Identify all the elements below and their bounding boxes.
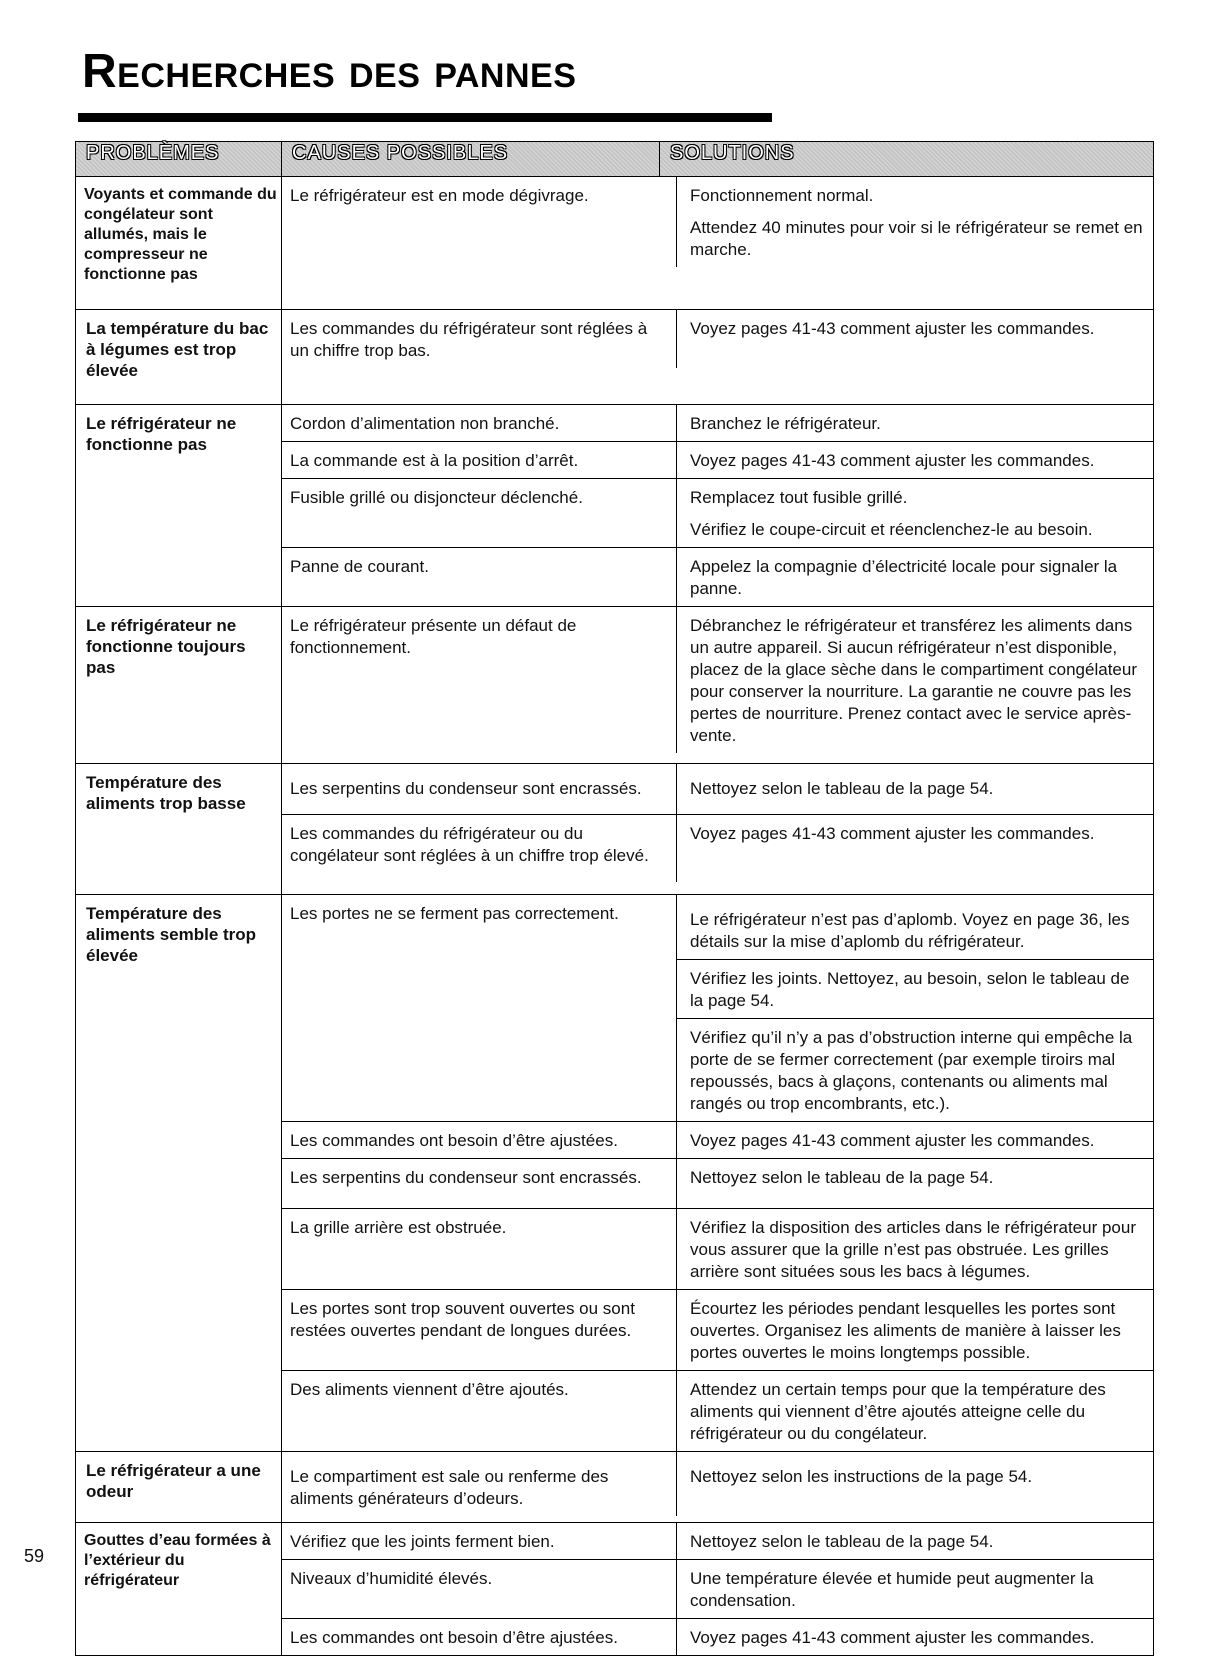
solution-text: Voyez pages 41-43 comment ajuster les commandes. <box>690 823 1095 843</box>
solution-text: Nettoyez selon le tableau de la page 54. <box>690 1168 994 1187</box>
solution-block <box>677 310 1153 346</box>
cause-cell: Le compartiment est sale ou renferme des aliments générateurs d’odeurs. <box>282 1452 677 1516</box>
solution-text: Voyez pages 41-43 comment ajuster les commandes. <box>690 1131 1095 1150</box>
cause-solution-group <box>282 1452 1154 1523</box>
solution-cell <box>677 764 1154 814</box>
table-header-row <box>76 142 1154 177</box>
header-problems: PROBLÈMES <box>76 142 282 177</box>
cause-row <box>282 548 1153 607</box>
cause-list <box>282 310 1153 368</box>
problem-cell: Température des aliments semble trop élevée <box>76 895 282 1452</box>
solution-cell <box>677 1523 1154 1560</box>
problem-cell: Le réfrigérateur a une odeur <box>76 1452 282 1523</box>
cause-solution-group <box>282 607 1154 764</box>
solution-block <box>677 1619 1153 1655</box>
solution-block <box>677 1122 1153 1158</box>
solution-block <box>677 1523 1153 1559</box>
problem-cell: Le réfrigérateur ne fonctionne toujours pas <box>76 607 282 764</box>
solution-block <box>677 1159 1153 1195</box>
solution-text: Fonctionnement normal. <box>690 186 874 205</box>
cause-cell: Les commandes ont besoin d’être ajustées. <box>282 1122 677 1159</box>
header-solutions: SOLUTIONS <box>660 142 1154 177</box>
solution-text: Remplacez tout fusible grillé. <box>690 488 908 507</box>
cause-solution-group <box>282 177 1154 310</box>
solution-list <box>677 895 1153 1121</box>
cause-row <box>282 479 1153 548</box>
cause-cell: Cordon d’alimentation non branché. <box>282 405 677 442</box>
solution-block <box>677 548 1153 606</box>
solution-text: Vérifiez qu’il n’y a pas d’obstruction interne qui empêche la porte de se fermer correctement (par exemple tiroirs mal repoussés, bacs à glaçons, contenants ou aliments mal rangés ou trop encombrants, etc.). <box>677 1019 1153 1122</box>
cause-cell: Fusible grillé ou disjoncteur déclenché. <box>282 479 677 548</box>
title-rule <box>78 113 772 122</box>
solution-cell <box>677 479 1154 548</box>
solution-cell <box>677 1122 1154 1159</box>
cause-cell: Le réfrigérateur présente un défaut de fonctionnement. <box>282 607 677 753</box>
solution-row <box>677 960 1153 1019</box>
cause-row <box>282 310 1153 368</box>
solution-cell <box>677 548 1154 607</box>
cause-cell: Les serpentins du condenseur sont encrassés. <box>282 764 677 814</box>
cause-list <box>282 1523 1153 1655</box>
solution-cell <box>677 1560 1154 1619</box>
cause-row <box>282 895 1153 1122</box>
solution-cell <box>677 442 1154 479</box>
solution-text: Écourtez les périodes pendant lesquelles les portes sont ouvertes. Organisez les aliments de manière à laisser les portes ouvertes le moins longtemps possible. <box>690 1299 1121 1362</box>
table-row <box>76 764 1154 895</box>
solution-block <box>677 1560 1153 1618</box>
cause-list <box>282 1452 1153 1516</box>
solution-text: Attendez un certain temps pour que la température des aliments qui viennent d’être ajoutés atteigne celle du réfrigérateur ou du congélateur. <box>690 1380 1106 1443</box>
cause-row <box>282 1452 1153 1516</box>
solution-cell <box>677 310 1154 368</box>
solution-block <box>677 479 1153 547</box>
cause-solution-group <box>282 895 1154 1452</box>
solution-block <box>677 177 1153 267</box>
cause-cell: Les commandes du réfrigérateur sont réglées à un chiffre trop bas. <box>282 310 677 368</box>
cause-row <box>282 1523 1153 1560</box>
solution-block <box>677 1209 1153 1289</box>
cause-cell: Le réfrigérateur est en mode dégivrage. <box>282 177 677 267</box>
cause-row <box>282 814 1153 882</box>
solution-text: Vérifiez les joints. Nettoyez, au besoin, selon le tableau de la page 54. <box>677 960 1153 1019</box>
solution-cell <box>677 1452 1154 1516</box>
solution-block <box>677 815 1153 851</box>
solution-block <box>677 607 1153 753</box>
table-row <box>76 1523 1154 1656</box>
table-row <box>76 177 1154 310</box>
cause-row <box>282 607 1153 753</box>
table-row <box>76 405 1154 607</box>
cause-cell: Les serpentins du condenseur sont encrassés. <box>282 1159 677 1209</box>
cause-list <box>282 607 1153 753</box>
solution-block <box>677 442 1153 478</box>
cause-row <box>282 1560 1153 1619</box>
solution-text: Vérifiez la disposition des articles dans le réfrigérateur pour vous assurer que la grille n’est pas obstruée. Les grilles arrière sont situées sous les bacs à légumes. <box>690 1218 1137 1281</box>
cause-list <box>282 764 1153 882</box>
solution-cell <box>677 814 1154 882</box>
cause-cell: Des aliments viennent d’être ajoutés. <box>282 1371 677 1452</box>
solution-cell <box>677 1619 1154 1656</box>
solution-cell <box>677 405 1154 442</box>
problem-cell: Le réfrigérateur ne fonctionne pas <box>76 405 282 607</box>
solution-cell <box>677 1209 1154 1290</box>
page-title: Recherches des pannes <box>82 45 577 98</box>
cause-row <box>282 1159 1153 1209</box>
cause-row <box>282 177 1153 267</box>
cause-cell: Niveaux d’humidité élevés. <box>282 1560 677 1619</box>
cause-row <box>282 442 1153 479</box>
solution-cell <box>677 1290 1154 1371</box>
cause-cell: Panne de courant. <box>282 548 677 607</box>
solution-text: Nettoyez selon le tableau de la page 54. <box>690 779 994 798</box>
solution-text: Nettoyez selon le tableau de la page 54. <box>690 1532 994 1551</box>
solution-text: Une température élevée et humide peut augmenter la condensation. <box>690 1569 1094 1610</box>
cause-solution-group <box>282 1523 1154 1656</box>
cause-row <box>282 405 1153 442</box>
header-causes: CAUSES POSSIBLES <box>282 142 660 177</box>
solution-block <box>677 1371 1153 1451</box>
solution-text: Voyez pages 41-43 comment ajuster les commandes. <box>690 451 1095 470</box>
solution-block <box>677 1290 1153 1370</box>
cause-solution-group <box>282 764 1154 895</box>
cause-solution-group <box>282 310 1154 405</box>
solution-cell <box>677 895 1154 1122</box>
solution-text: Branchez le réfrigérateur. <box>690 414 881 433</box>
table-row <box>76 310 1154 405</box>
solution-text: Voyez pages 41-43 comment ajuster les commandes. <box>690 1628 1095 1647</box>
cause-cell: La grille arrière est obstruée. <box>282 1209 677 1290</box>
solution-row <box>677 895 1153 960</box>
problem-cell: La température du bac à légumes est trop élevée <box>76 310 282 405</box>
solution-text: Voyez pages 41-43 comment ajuster les commandes. <box>690 319 1095 338</box>
cause-row <box>282 1619 1153 1656</box>
solution-text: Débranchez le réfrigérateur et transférez les aliments dans un autre appareil. Si aucun réfrigérateur n’est disponible, placez de la glace sèche dans le compartiment congélateur pour conserver la nourriture. La garantie ne couvre pas les pertes de nourriture. Prenez contact avec le service après-vente. <box>690 616 1137 745</box>
solution-cell <box>677 607 1154 753</box>
page-number: 59 <box>24 1546 45 1566</box>
table-body <box>76 177 1154 1656</box>
solution-cell <box>677 177 1154 267</box>
solution-cell <box>677 1159 1154 1209</box>
solution-row <box>677 1019 1153 1122</box>
cause-solution-group <box>282 405 1154 607</box>
solution-block <box>677 405 1153 441</box>
solution-block <box>677 1452 1153 1494</box>
problem-cell: Gouttes d’eau formées à l’extérieur du réfrigérateur <box>76 1523 282 1656</box>
cause-cell: Les commandes ont besoin d’être ajustées. <box>282 1619 677 1656</box>
cause-cell: La commande est à la position d’arrêt. <box>282 442 677 479</box>
cause-cell: Les portes sont trop souvent ouvertes ou sont restées ouvertes pendant de longues durées. <box>282 1290 677 1371</box>
solution-text: Nettoyez selon les instructions de la page 54. <box>690 1467 1033 1486</box>
cause-row <box>282 1122 1153 1159</box>
solution-block <box>677 764 1153 806</box>
cause-row <box>282 764 1153 814</box>
cause-row <box>282 1371 1153 1452</box>
cause-cell: Vérifiez que les joints ferment bien. <box>282 1523 677 1560</box>
cause-list <box>282 405 1153 606</box>
cause-row <box>282 1290 1153 1371</box>
solution-cell <box>677 1371 1154 1452</box>
solution-text: Appelez la compagnie d’électricité locale pour signaler la panne. <box>690 557 1118 598</box>
solution-text: Le réfrigérateur n’est pas d’aplomb. Voyez en page 36, les détails sur la mise d’aplomb du réfrigérateur. <box>690 910 1130 951</box>
cause-cell: Les portes ne se ferment pas correctement. <box>282 895 677 1122</box>
table-row <box>76 1452 1154 1523</box>
cause-list <box>282 177 1153 267</box>
problem-cell: Voyants et commande du congélateur sont allumés, mais le compresseur ne fonctionne pas <box>76 177 282 310</box>
problem-cell: Température des aliments trop basse <box>76 764 282 895</box>
cause-list <box>282 895 1153 1451</box>
cause-row <box>282 1209 1153 1290</box>
troubleshooting-table <box>75 141 1154 1656</box>
table-row <box>76 607 1154 764</box>
cause-cell: Les commandes du réfrigérateur ou du congélateur sont réglées à un chiffre trop élevé. <box>282 814 677 882</box>
solution-text: Vérifiez le coupe-circuit et réenclenchez-le au besoin. <box>690 520 1093 539</box>
table-row <box>76 895 1154 1452</box>
solution-text: Attendez 40 minutes pour voir si le réfrigérateur se remet en marche. <box>690 218 1143 259</box>
